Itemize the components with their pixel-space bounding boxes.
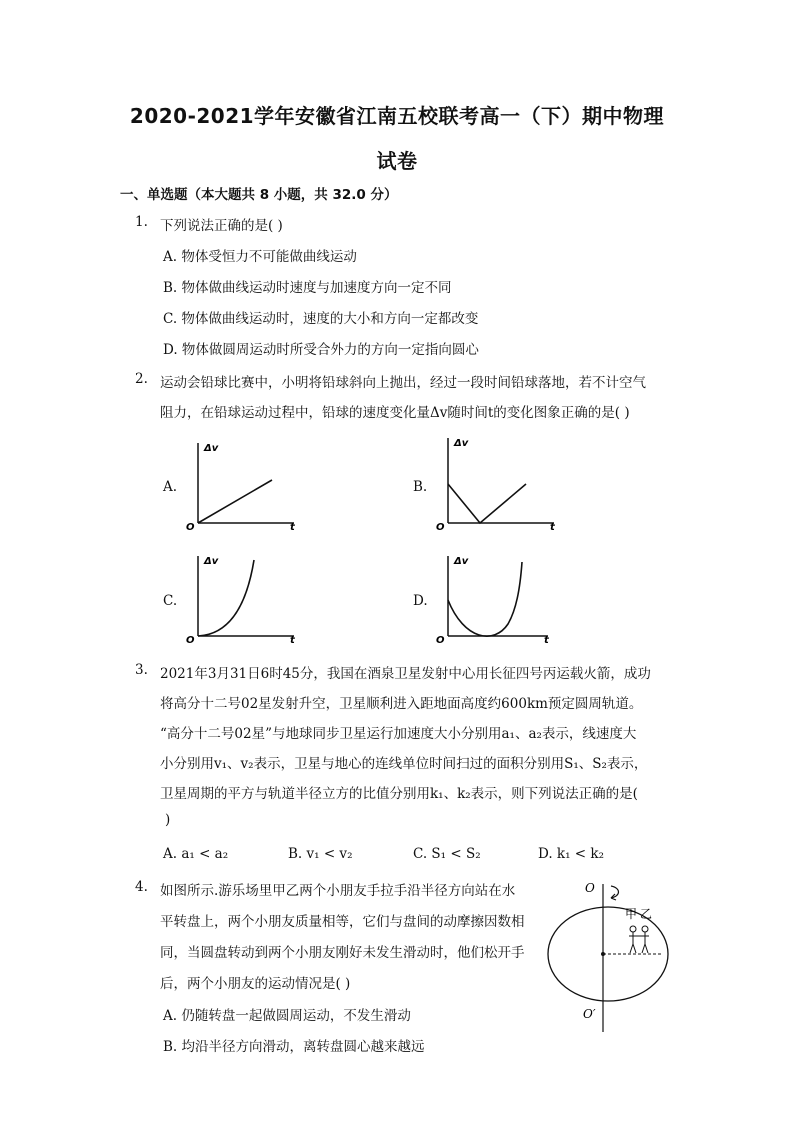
graph-d-origin-label: O bbox=[436, 635, 445, 645]
q2-stem-line2: 阻力，在铅球运动过程中，铅球的速度变化量Δv随时间t的变化图象正确的是( ) bbox=[160, 405, 630, 421]
q3-line6: ) bbox=[165, 812, 171, 828]
graph-a-x-label: t bbox=[290, 522, 295, 532]
q1-stem: 下列说法正确的是( ) bbox=[160, 218, 283, 234]
q2-graph-c bbox=[182, 550, 302, 645]
graph-d-x-label: t bbox=[544, 635, 549, 645]
graph-b-x-label: t bbox=[550, 522, 555, 532]
q3-line2: 将高分十二号02星发射升空，卫星顺利进入距地面高度约600km预定圆周轨道。 bbox=[160, 696, 643, 712]
q2-graph-d bbox=[432, 550, 557, 645]
q4-option-b: B. 均沿半径方向滑动，离转盘圆心越来越远 bbox=[163, 1039, 425, 1055]
kid-jia-icon bbox=[629, 926, 641, 953]
page-title: 2020-2021学年安徽省江南五校联考高一（下）期中物理 bbox=[129, 104, 665, 128]
graph-a-curve bbox=[198, 480, 272, 523]
section-heading: 一、单选题（本大题共 8 小题，共 32.0 分） bbox=[120, 187, 398, 203]
graph-c-y-label: Δv bbox=[204, 556, 219, 567]
q1-option-c: C. 物体做曲线运动时，速度的大小和方向一定都改变 bbox=[163, 311, 479, 327]
fig-axis-bottom-label: O′ bbox=[583, 1007, 596, 1021]
q1-number: 1. bbox=[135, 214, 148, 230]
q3-option-b: B. v₁ < v₂ bbox=[288, 846, 353, 862]
graph-b-origin-label: O bbox=[436, 522, 445, 532]
graph-c-origin-label: O bbox=[186, 635, 195, 645]
page-title-cont: 试卷 bbox=[376, 149, 418, 173]
q1-option-a: A. 物体受恒力不可能做曲线运动 bbox=[163, 249, 357, 265]
q2-option-d-label: D. bbox=[413, 593, 428, 609]
fig-yi-label: 乙 bbox=[640, 907, 653, 921]
q3-option-c: C. S₁ < S₂ bbox=[413, 846, 481, 862]
q2-stem-line1: 运动会铅球比赛中，小明将铅球斜向上抛出，经过一段时间铅球落地，若不计空气 bbox=[160, 375, 646, 391]
q1-option-d: D. 物体做圆周运动时所受合外力的方向一定指向圆心 bbox=[163, 342, 479, 358]
q2-graph-b bbox=[432, 432, 562, 532]
q3-number: 3. bbox=[135, 662, 148, 678]
graph-b-y-label: Δv bbox=[454, 438, 469, 449]
q4-line3: 同，当圆盘转动到两个小朋友刚好未发生滑动时，他们松开手 bbox=[160, 945, 525, 961]
q4-line4: 后，两个小朋友的运动情况是( ) bbox=[160, 976, 351, 992]
q2-graph-a bbox=[182, 437, 302, 532]
graph-c-x-label: t bbox=[290, 635, 295, 645]
graph-b-curve bbox=[448, 484, 526, 523]
q3-line3: “高分十二号02星”与地球同步卫星运行加速度大小分别用a₁、a₂表示，线速度大 bbox=[160, 726, 637, 742]
graph-c-curve bbox=[198, 560, 254, 636]
fig-axis-top-label: O bbox=[585, 881, 595, 895]
q3-option-a: A. a₁ < a₂ bbox=[163, 846, 229, 862]
q3-line1: 2021年3月31日6时45分，我国在酒泉卫星发射中心用长征四号丙运载火箭，成功 bbox=[160, 666, 651, 682]
q4-number: 4. bbox=[135, 879, 148, 895]
q4-option-a: A. 仍随转盘一起做圆周运动，不发生滑动 bbox=[163, 1008, 411, 1024]
graph-d-curve bbox=[448, 562, 522, 636]
q2-option-a-label: A. bbox=[163, 479, 178, 495]
q2-option-b-label: B. bbox=[413, 479, 428, 495]
q3-line4: 小分别用v₁、v₂表示，卫星与地心的连线单位时间扫过的面积分别用S₁、S₂表示， bbox=[160, 756, 648, 772]
q4-line2: 平转盘上，两个小朋友质量相等，它们与盘间的动摩擦因数相 bbox=[160, 914, 525, 930]
q3-line5: 卫星周期的平方与轨道半径立方的比值分别用k₁、k₂表示，则下列说法正确的是( bbox=[160, 786, 638, 802]
graph-a-origin-label: O bbox=[186, 522, 195, 532]
q2-option-c-label: C. bbox=[163, 593, 178, 609]
graph-d-y-label: Δv bbox=[454, 556, 469, 567]
kid-yi-icon bbox=[641, 926, 649, 953]
q3-option-d: D. k₁ < k₂ bbox=[538, 846, 605, 862]
q2-number: 2. bbox=[135, 371, 148, 387]
q1-option-b: B. 物体做曲线运动时速度与加速度方向一定不同 bbox=[163, 280, 452, 296]
fig-jia-label: 甲 bbox=[625, 907, 638, 921]
graph-a-y-label: Δv bbox=[204, 443, 219, 454]
q4-turntable-figure bbox=[545, 874, 675, 1034]
q4-line1: 如图所示.游乐场里甲乙两个小朋友手拉手沿半径方向站在水 bbox=[160, 883, 516, 899]
